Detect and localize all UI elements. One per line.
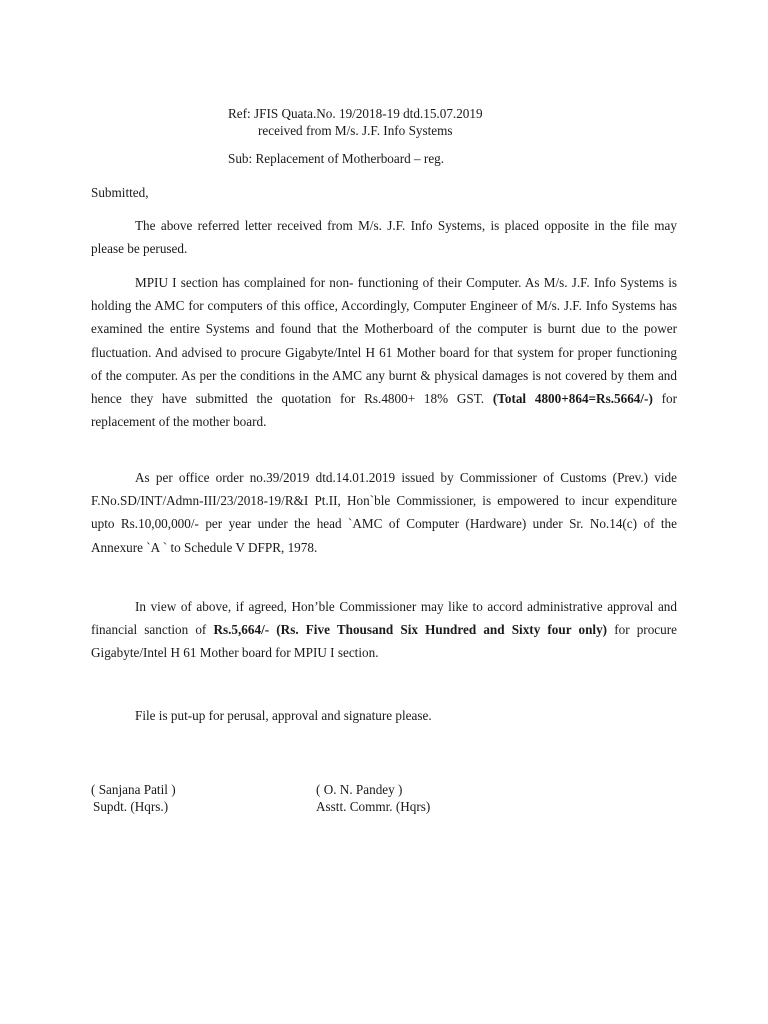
paragraph-3: As per office order no.39/2019 dtd.14.01.2019 issued by Commissioner of Customs (Prev.) vide F.No.SD/INT/Admn-III/23/2018-19/R&I Pt.II, Hon`ble Commissioner, is empowered to incur expenditure upto Rs.10,00,000/- per year under the head `AMC of Computer (Hardware) under Sr. No.14(c) of the Annexure `A ` to Schedule V DFPR, 1978.	[91, 470, 677, 555]
paragraph-5: File is put-up for perusal, approval and signature please.	[135, 708, 432, 723]
signatory-left	[91, 781, 176, 815]
paragraph-4-tail: for procure Gigabyte/Intel H 61 Mother board for MPIU I section.	[91, 622, 677, 661]
signatory-name: ( Sanjana Patil )	[91, 782, 176, 797]
paragraph-2-text: MPIU I section has complained for non- functioning of their Computer. As M/s. J.F. Info Systems is holding the AMC for computers of this office, Accordingly, Computer Engineer of M/s. J.F. Info Systems has examined the entire Systems and found that the Motherboard of the computer is burnt due to the power fluctuation. And advised to procure Gigabyte/Intel H 61 Mother board for that system for proper functioning of the computer. As per the conditions in the AMC any burnt & physical damages is not covered by them and hence they have submitted the quotation for Rs.4800+ 18% GST.	[91, 275, 677, 407]
paragraph-4-text: In view of above, if agreed, Hon’ble Commissioner may like to accord administrative approval and financial sanction of	[91, 599, 677, 638]
subject-line: Sub: Replacement of Motherboard – reg.	[228, 151, 445, 166]
reference-block	[228, 105, 483, 139]
paragraph-2-tail: for replacement of the mother board.	[91, 391, 677, 430]
signatory-designation: Asstt. Commr. (Hqrs)	[316, 799, 431, 814]
signatory-right	[316, 781, 430, 815]
reference-line: Ref: JFIS Quata.No. 19/2018-19 dtd.15.07.2019	[228, 106, 483, 121]
sanction-amount-bold: Rs.5,664/- (Rs. Five Thousand Six Hundred and Sixty four only)	[213, 622, 608, 638]
paragraph-2	[91, 271, 677, 433]
total-amount-bold: (Total 4800+864=Rs.5664/-)	[492, 391, 653, 407]
paragraph-4	[91, 595, 677, 665]
paragraph-1: The above referred letter received from M/s. J.F. Info Systems, is placed opposite in the file may please be perused.	[91, 218, 677, 257]
salutation: Submitted,	[91, 185, 149, 200]
signatory-designation: Supdt. (Hqrs.)	[93, 799, 169, 814]
signatory-name: ( O. N. Pandey )	[316, 782, 403, 797]
reference-source-line: received from M/s. J.F. Info Systems	[258, 123, 453, 138]
